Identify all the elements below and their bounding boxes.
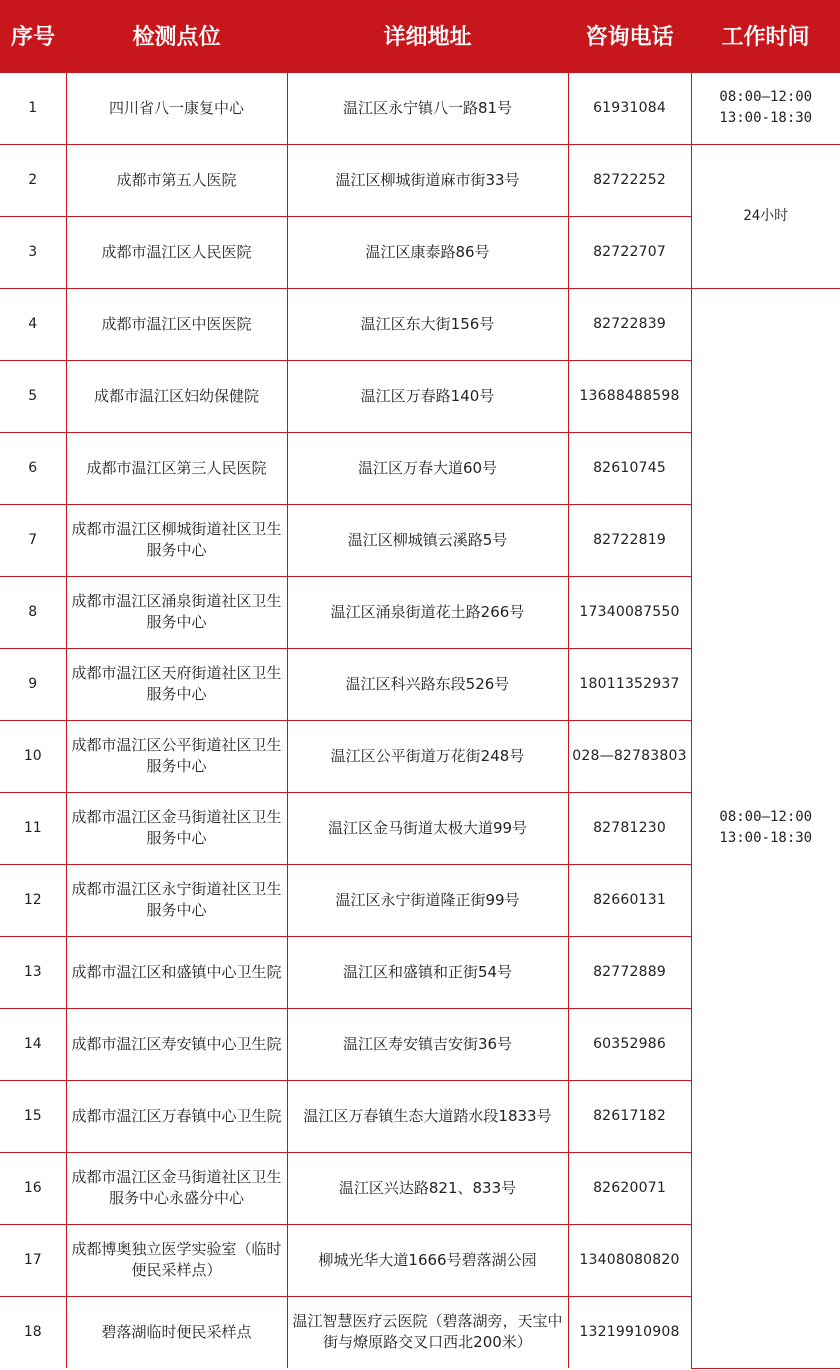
- table-row: [0, 72, 840, 144]
- cell-hours-group3: [691, 288, 840, 1368]
- cell-site: 成都市温江区涌泉街道社区卫生服务中心: [66, 576, 287, 648]
- cell-site: 成都市温江区柳城街道社区卫生服务中心: [66, 504, 287, 576]
- table-header: [0, 0, 840, 72]
- cell-phone: 17340087550: [568, 576, 691, 648]
- cell-address: 温江智慧医疗云医院（碧落湖旁，天宝中街与燎原路交叉口西北200米）: [287, 1296, 568, 1368]
- cell-phone: 82722839: [568, 288, 691, 360]
- cell-seq: 7: [0, 504, 66, 576]
- cell-phone: 82722252: [568, 144, 691, 216]
- cell-site: 成都市第五人医院: [66, 144, 287, 216]
- cell-site: 成都市温江区寿安镇中心卫生院: [66, 1008, 287, 1080]
- cell-address: 温江区柳城街道麻市街33号: [287, 144, 568, 216]
- cell-seq: 4: [0, 288, 66, 360]
- cell-seq: 16: [0, 1152, 66, 1224]
- cell-phone: 13219910908: [568, 1296, 691, 1368]
- cell-phone: 18011352937: [568, 648, 691, 720]
- cell-seq: 2: [0, 144, 66, 216]
- table-body: [0, 72, 840, 1368]
- cell-seq: 1: [0, 72, 66, 144]
- cell-phone: 13688488598: [568, 360, 691, 432]
- cell-address: 温江区万春镇生态大道踏水段1833号: [287, 1080, 568, 1152]
- hours-line: 08:00—12:00: [719, 809, 813, 825]
- cell-phone: 82772889: [568, 936, 691, 1008]
- cell-site: 成都市温江区中医医院: [66, 288, 287, 360]
- cell-site: 成都市温江区天府街道社区卫生服务中心: [66, 648, 287, 720]
- cell-address: 温江区东大街156号: [287, 288, 568, 360]
- header-hours: 工作时间: [691, 0, 840, 72]
- cell-address: 温江区万春路140号: [287, 360, 568, 432]
- cell-site: 成都市温江区永宁街道社区卫生服务中心: [66, 864, 287, 936]
- cell-seq: 6: [0, 432, 66, 504]
- cell-phone: 61931084: [568, 72, 691, 144]
- cell-seq: 8: [0, 576, 66, 648]
- cell-seq: 18: [0, 1296, 66, 1368]
- cell-site: 成都市温江区妇幼保健院: [66, 360, 287, 432]
- hours-line: 13:00-18:30: [719, 830, 813, 846]
- cell-seq: 13: [0, 936, 66, 1008]
- cell-seq: 12: [0, 864, 66, 936]
- cell-site: 成都市温江区第三人民医院: [66, 432, 287, 504]
- hours-line: 13:00-18:30: [719, 110, 813, 126]
- cell-phone: 82781230: [568, 792, 691, 864]
- cell-address: 温江区永宁镇八一路81号: [287, 72, 568, 144]
- cell-seq: 3: [0, 216, 66, 288]
- cell-seq: 9: [0, 648, 66, 720]
- cell-phone: 82610745: [568, 432, 691, 504]
- cell-phone: 82722819: [568, 504, 691, 576]
- cell-address: 温江区和盛镇和正街54号: [287, 936, 568, 1008]
- cell-address: 温江区金马街道太极大道99号: [287, 792, 568, 864]
- header-seq: 序号: [0, 0, 66, 72]
- cell-phone: 82660131: [568, 864, 691, 936]
- cell-address: 温江区公平街道万花街248号: [287, 720, 568, 792]
- cell-hours-group1: [691, 72, 840, 144]
- cell-address: 温江区万春大道60号: [287, 432, 568, 504]
- hours-line: 24小时: [743, 207, 789, 224]
- cell-address: 温江区涌泉街道花土路266号: [287, 576, 568, 648]
- cell-address: 温江区柳城镇云溪路5号: [287, 504, 568, 576]
- cell-seq: 14: [0, 1008, 66, 1080]
- cell-site: 成都博奥独立医学实验室（临时便民采样点）: [66, 1224, 287, 1296]
- cell-address: 温江区兴达路821、833号: [287, 1152, 568, 1224]
- cell-seq: 15: [0, 1080, 66, 1152]
- cell-site: 成都市温江区和盛镇中心卫生院: [66, 936, 287, 1008]
- hours-line: 08:00—12:00: [719, 89, 813, 105]
- cell-address: 温江区寿安镇吉安街36号: [287, 1008, 568, 1080]
- cell-site: 成都市温江区金马街道社区卫生服务中心永盛分中心: [66, 1152, 287, 1224]
- cell-seq: 11: [0, 792, 66, 864]
- cell-site: 成都市温江区金马街道社区卫生服务中心: [66, 792, 287, 864]
- cell-address: 柳城光华大道1666号碧落湖公园: [287, 1224, 568, 1296]
- cell-phone: 60352986: [568, 1008, 691, 1080]
- cell-seq: 5: [0, 360, 66, 432]
- cell-seq: 17: [0, 1224, 66, 1296]
- table-row: [0, 144, 840, 216]
- cell-phone: 82722707: [568, 216, 691, 288]
- cell-site: 成都市温江区人民医院: [66, 216, 287, 288]
- header-row: [0, 0, 840, 72]
- cell-hours-group2: [691, 144, 840, 288]
- cell-seq: 10: [0, 720, 66, 792]
- cell-phone: 82617182: [568, 1080, 691, 1152]
- header-site: 检测点位: [66, 0, 287, 72]
- cell-site: 四川省八一康复中心: [66, 72, 287, 144]
- cell-phone: 13408080820: [568, 1224, 691, 1296]
- cell-address: 温江区科兴路东段526号: [287, 648, 568, 720]
- table-row: [0, 288, 840, 360]
- cell-address: 温江区永宁街道隆正街99号: [287, 864, 568, 936]
- header-address: 详细地址: [287, 0, 568, 72]
- cell-address: 温江区康泰路86号: [287, 216, 568, 288]
- cell-site: 成都市温江区万春镇中心卫生院: [66, 1080, 287, 1152]
- cell-phone: 028—82783803: [568, 720, 691, 792]
- header-phone: 咨询电话: [568, 0, 691, 72]
- cell-phone: 82620071: [568, 1152, 691, 1224]
- cell-site: 碧落湖临时便民采样点: [66, 1296, 287, 1368]
- cell-site: 成都市温江区公平街道社区卫生服务中心: [66, 720, 287, 792]
